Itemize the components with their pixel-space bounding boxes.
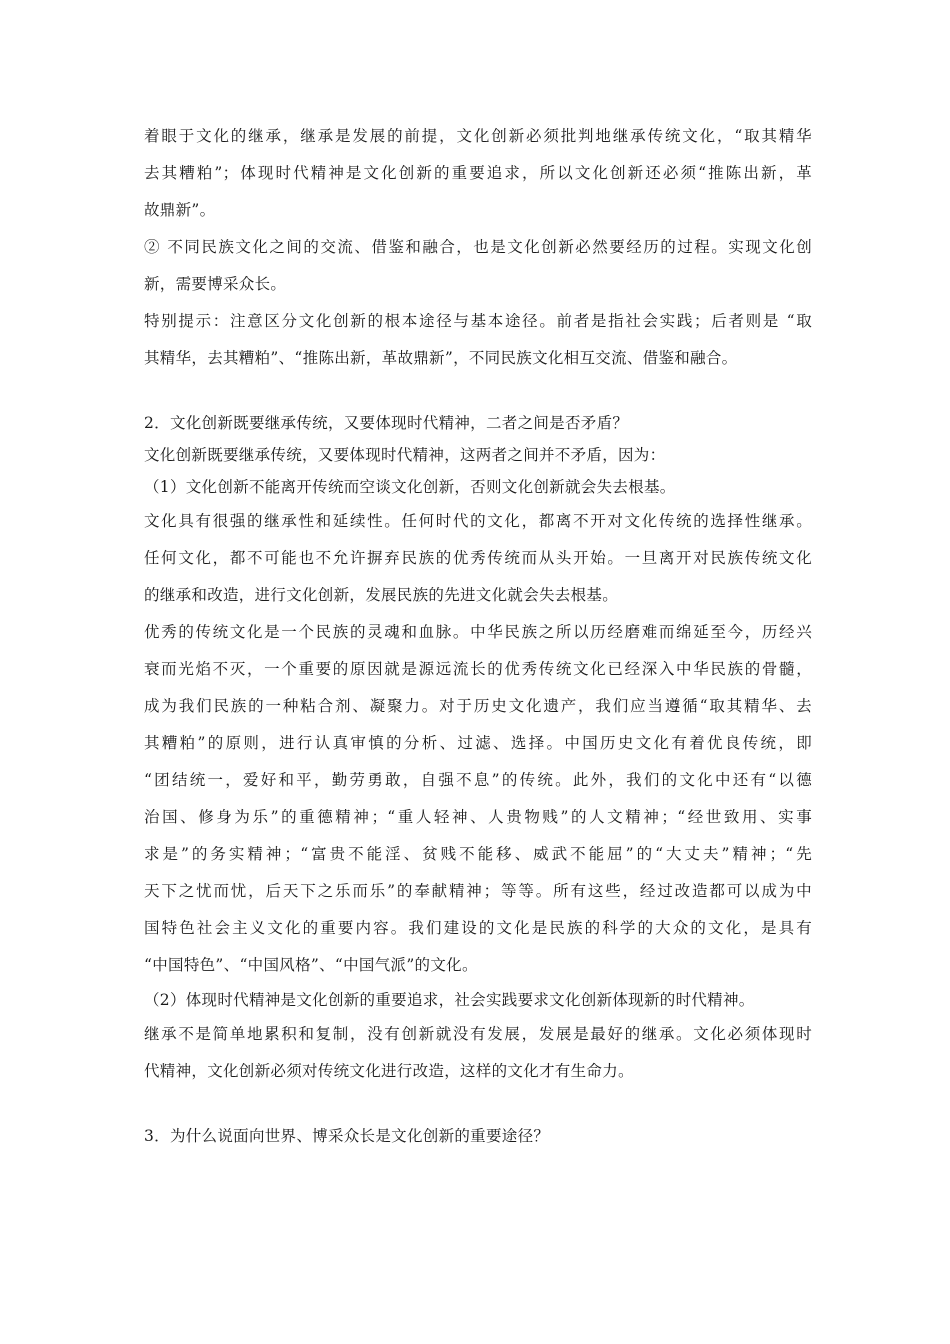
text-line: 成为我们民族的一种粘合剂、凝聚力。对于历史文化遗产，我们应当遵循“取其精华、去 bbox=[144, 697, 812, 715]
text-line: 2．文化创新既要继承传统，又要体现时代精神，二者之间是否矛盾？ bbox=[144, 414, 629, 432]
text-line: “团结统一，爱好和平，勤劳勇敢，自强不息”的传统。此外，我们的文化中还有“以德 bbox=[144, 771, 812, 789]
text-line: 文化创新既要继承传统，又要体现时代精神，这两者之间并不矛盾，因为： bbox=[144, 446, 666, 464]
text-line: 国特色社会主义文化的重要内容。我们建设的文化是民族的科学的大众的文化，是具有 bbox=[144, 919, 812, 937]
text-line: 求是”的务实精神；“富贵不能淫、贫贱不能移、威武不能屈”的“大丈夫”精神；“先 bbox=[144, 845, 812, 863]
text-line: 继承不是简单地累积和复制，没有创新就没有发展，发展是最好的继承。文化必须体现时 bbox=[144, 1025, 812, 1043]
text-line: 去其糟粕”；体现时代精神是文化创新的重要追求，所以文化创新还必须“推陈出新，革 bbox=[144, 164, 812, 182]
text-line: 3．为什么说面向世界、博采众长是文化创新的重要途径？ bbox=[144, 1127, 550, 1145]
text-line: 新，需要博采众长。 bbox=[144, 275, 287, 293]
text-line: 治国、修身为乐”的重德精神；“重人轻神、人贵物贱”的人文精神；“经世致用、实事 bbox=[144, 808, 812, 826]
text-line: 天下之忧而忧，后天下之乐而乐”的奉献精神；等等。所有这些，经过改造都可以成为中 bbox=[144, 882, 812, 900]
text-line: 其糟粕”的原则，进行认真审慎的分析、过滤、选择。中国历史文化有着优良传统，即 bbox=[144, 734, 812, 752]
paragraph-gap bbox=[144, 1090, 812, 1120]
text-line: 优秀的传统文化是一个民族的灵魂和血脉。中华民族之所以历经磨难而绵延至今，历经兴 bbox=[144, 623, 812, 641]
text-line: 文化具有很强的继承性和延续性。任何时代的文化，都离不开对文化传统的选择性继承。 bbox=[144, 512, 812, 530]
text-line: “中国特色”、“中国风格”、“中国气派”的文化。 bbox=[144, 956, 478, 974]
text-line: 衰而光焰不灭，一个重要的原因就是源远流长的优秀传统文化已经深入中华民族的骨髓， bbox=[144, 660, 812, 678]
paragraph-gap bbox=[144, 377, 812, 407]
text-line: 代精神，文化创新必须对传统文化进行改造，这样的文化才有生命力。 bbox=[144, 1062, 634, 1080]
text-line: 任何文化，都不可能也不允许摒弃民族的优秀传统而从头开始。一旦离开对民族传统文化 bbox=[144, 549, 812, 567]
text-line: （1）文化创新不能离开传统而空谈文化创新，否则文化创新就会失去根基。 bbox=[144, 478, 676, 496]
text-line: 的继承和改造，进行文化创新，发展民族的先进文化就会失去根基。 bbox=[144, 586, 619, 604]
text-line: ② 不同民族文化之间的交流、借鉴和融合，也是文化创新必然要经历的过程。实现文化创 bbox=[144, 238, 812, 256]
text-line: 特别提示：注意区分文化创新的根本途径与基本途径。前者是指社会实践；后者则是 “取 bbox=[144, 312, 812, 330]
text-line: 着眼于文化的继承，继承是发展的前提，文化创新必须批判地继承传统文化，“取其精华 bbox=[144, 127, 812, 145]
document-page bbox=[144, 118, 812, 1152]
text-line: （2）体现时代精神是文化创新的重要追求，社会实践要求文化创新体现新的时代精神。 bbox=[144, 991, 755, 1009]
text-line: 其精华，去其糟粕”、“推陈出新，革故鼎新”，不同民族文化相互交流、借鉴和融合。 bbox=[144, 349, 738, 367]
text-line: 故鼎新”。 bbox=[144, 201, 216, 219]
